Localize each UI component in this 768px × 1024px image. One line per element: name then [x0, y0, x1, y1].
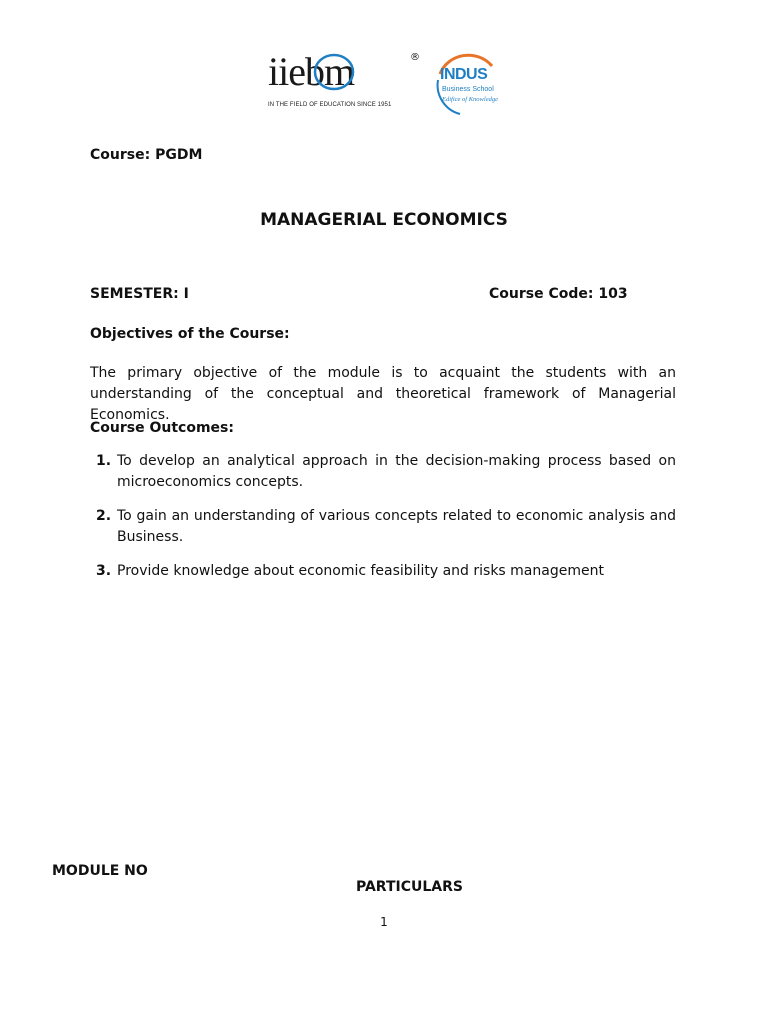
iiebm-e-ring-icon — [312, 52, 356, 92]
list-item-number: 3. — [96, 563, 112, 579]
list-item-number: 1. — [96, 453, 112, 469]
list-item — [90, 506, 676, 548]
list-item-text: To gain an understanding of various concepts related to economic analysis and Business. — [117, 508, 676, 545]
list-item-text: Provide knowledge about economic feasibility and risks management — [117, 563, 604, 579]
semester-label: SEMESTER: I — [90, 286, 189, 302]
list-item-number: 2. — [96, 508, 112, 524]
course-line: Course: PGDM — [90, 147, 203, 163]
course-code-label: Course Code: 103 — [489, 286, 628, 302]
objectives-heading: Objectives of the Course: — [90, 326, 290, 342]
registered-mark: ® — [410, 52, 420, 63]
list-item — [90, 451, 676, 493]
indus-logo-tagline: Edifice of Knowledge — [442, 96, 498, 103]
objectives-body: The primary objective of the module is to acquaint the students with an understanding of the conceptual and theoretical framework of Managerial Economics. — [90, 365, 676, 423]
outcomes-heading: Course Outcomes: — [90, 420, 234, 436]
page-number: 1 — [380, 915, 388, 929]
particulars-header: PARTICULARS — [356, 879, 463, 895]
indus-logo-name: INDUS — [440, 66, 488, 83]
iiebm-logo — [268, 50, 428, 112]
indus-logo-sub: Business School — [442, 86, 494, 93]
header-logos — [268, 44, 508, 120]
iiebm-tagline: IN THE FIELD OF EDUCATION SINCE 1951 — [268, 102, 392, 108]
outcomes-list — [90, 451, 676, 595]
list-item-text: To develop an analytical approach in the decision-making process based on microeconomics concepts. — [117, 453, 676, 490]
indus-logo — [430, 44, 500, 116]
list-item — [90, 561, 676, 582]
module-no-header: MODULE NO — [52, 863, 148, 879]
iiebm-logo-wordmark: iiebm — [268, 49, 355, 94]
page-title: MANAGERIAL ECONOMICS — [260, 210, 508, 230]
